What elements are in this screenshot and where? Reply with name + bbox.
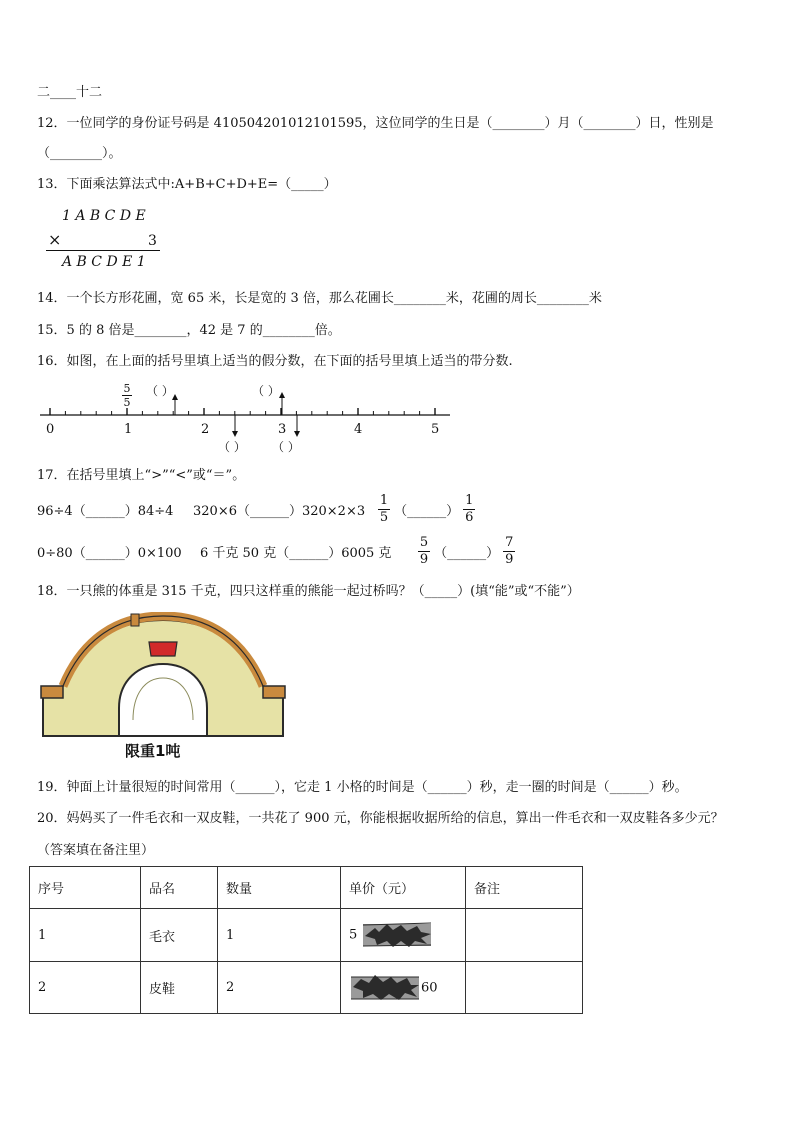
row-number: 1 <box>30 909 141 962</box>
q17-compare-6 <box>418 535 515 568</box>
table-row <box>30 962 583 1014</box>
tick-label-3: 3 <box>278 422 287 437</box>
q17-compare-1: 96÷4（______）84÷4 <box>37 504 174 519</box>
tick-label-0: 0 <box>46 422 55 437</box>
bridge-illustration <box>37 612 287 762</box>
tick-label-1: 1 <box>124 422 133 437</box>
header-cell: 品名 <box>141 867 218 909</box>
header-cell: 备注 <box>466 867 583 909</box>
numerator: 7 <box>505 535 514 550</box>
q16-text: 16．如图，在上面的括号里填上适当的假分数，在下面的括号里填上适当的带分数. <box>37 354 513 369</box>
denominator: 9 <box>505 552 514 567</box>
receipt-table <box>29 866 583 1014</box>
ink-blot-icon <box>361 920 433 950</box>
q14-text: 14．一个长方形花圃，宽 65 米，长是宽的 3 倍，那么花圃长________米，花圃的周长________米 <box>37 291 602 306</box>
top-blank-1: （ ） <box>146 384 174 398</box>
q13-rule <box>46 250 160 251</box>
top-blank-2: （ ） <box>252 384 280 398</box>
fraction-seven-ninths <box>503 535 515 568</box>
q17-compare-2: 320×6（______）320×2×3 <box>193 504 366 519</box>
note-cell[interactable] <box>466 962 583 1014</box>
bottom-blank-1: （ ） <box>218 440 246 454</box>
item-quantity: 1 <box>218 909 341 962</box>
header-cell: 序号 <box>30 867 141 909</box>
unit-price-cell <box>341 909 466 962</box>
ink-blot-icon <box>349 973 421 1003</box>
bridge-icon <box>37 612 287 742</box>
fraction-denominator: 5 <box>123 396 131 409</box>
price-visible-digits: 60 <box>421 980 438 995</box>
q15-text: 15．5 的 8 倍是________，42 是 7 的________倍。 <box>37 323 341 338</box>
q17-text: 17．在括号里填上“>”“<”或“＝”。 <box>37 468 246 483</box>
number-line-figure <box>38 378 458 458</box>
denominator: 5 <box>379 510 389 525</box>
q13-times-sign: × <box>48 230 62 249</box>
fraction-one-sixth <box>463 493 475 526</box>
tick-label-4: 4 <box>354 422 363 437</box>
blank: （______） <box>394 504 460 519</box>
numerator: 1 <box>379 493 389 508</box>
item-name: 皮鞋 <box>141 962 218 1014</box>
header-cell: 单价（元） <box>341 867 466 909</box>
q20-text-line1: 20．妈妈买了一件毛衣和一双皮鞋，一共花了 900 元，你能根据收据所给的信息，算出一件毛衣和一双皮鞋各多少元？ <box>37 811 724 826</box>
table-row <box>30 909 583 962</box>
tick-label-2: 2 <box>201 422 210 437</box>
q12-text-line2: （________）。 <box>37 146 122 161</box>
fraction-five-ninths <box>418 535 430 568</box>
q13-multiplication <box>44 206 174 272</box>
denominator: 6 <box>465 510 474 525</box>
note-cell[interactable] <box>466 909 583 962</box>
q17-compare-4: 0÷80（______）0×100 <box>37 546 182 561</box>
numerator: 5 <box>419 535 429 550</box>
q19-text: 19．钟面上计量很短的时间常用（______），它走 1 小格的时间是（______）秒，走一圈的时间是（______）秒。 <box>37 780 688 795</box>
q13-multiplier: 3 <box>148 233 157 249</box>
tick-label-5: 5 <box>431 422 440 437</box>
q17-compare-5: 6 千克 50 克（______）6005 克 <box>200 546 392 561</box>
q20-text-line2: （答案填在备注里） <box>37 843 155 858</box>
q13-top-number: 1 A B C D E <box>62 208 146 224</box>
bottom-blank-2: （ ） <box>272 440 300 454</box>
number-line-svg <box>38 378 458 458</box>
blank: （______） <box>434 546 500 561</box>
item-quantity: 2 <box>218 962 341 1014</box>
q13-result: A B C D E 1 <box>62 254 146 270</box>
q12-text-line1: 12．一位同学的身份证号码是 410504201012101595，这位同学的生日是（________）月（________）日，性别是 <box>37 116 714 131</box>
table-header-row <box>30 867 583 909</box>
price-visible-digit: 5 <box>349 927 358 943</box>
unit-price-cell <box>341 962 466 1014</box>
numerator: 1 <box>465 493 474 508</box>
fraction-numerator: 5 <box>123 382 131 395</box>
q13-text: 13．下面乘法算法式中:A+B+C+D+E=（_____） <box>37 177 337 192</box>
q17-compare-3 <box>378 493 475 526</box>
fraction-one-fifth <box>378 493 390 526</box>
q18-text: 18．一只熊的体重是 315 千克，四只这样重的熊能一起过桥吗？（_____）(填“能”或“不能”） <box>37 584 580 599</box>
row-number: 2 <box>30 962 141 1014</box>
denominator: 9 <box>419 552 429 567</box>
q11-answer-tail: 二____十二 <box>37 85 103 100</box>
weight-limit-sign: 限重1吨 <box>125 742 181 760</box>
header-cell: 数量 <box>218 867 341 909</box>
item-name: 毛衣 <box>141 909 218 962</box>
